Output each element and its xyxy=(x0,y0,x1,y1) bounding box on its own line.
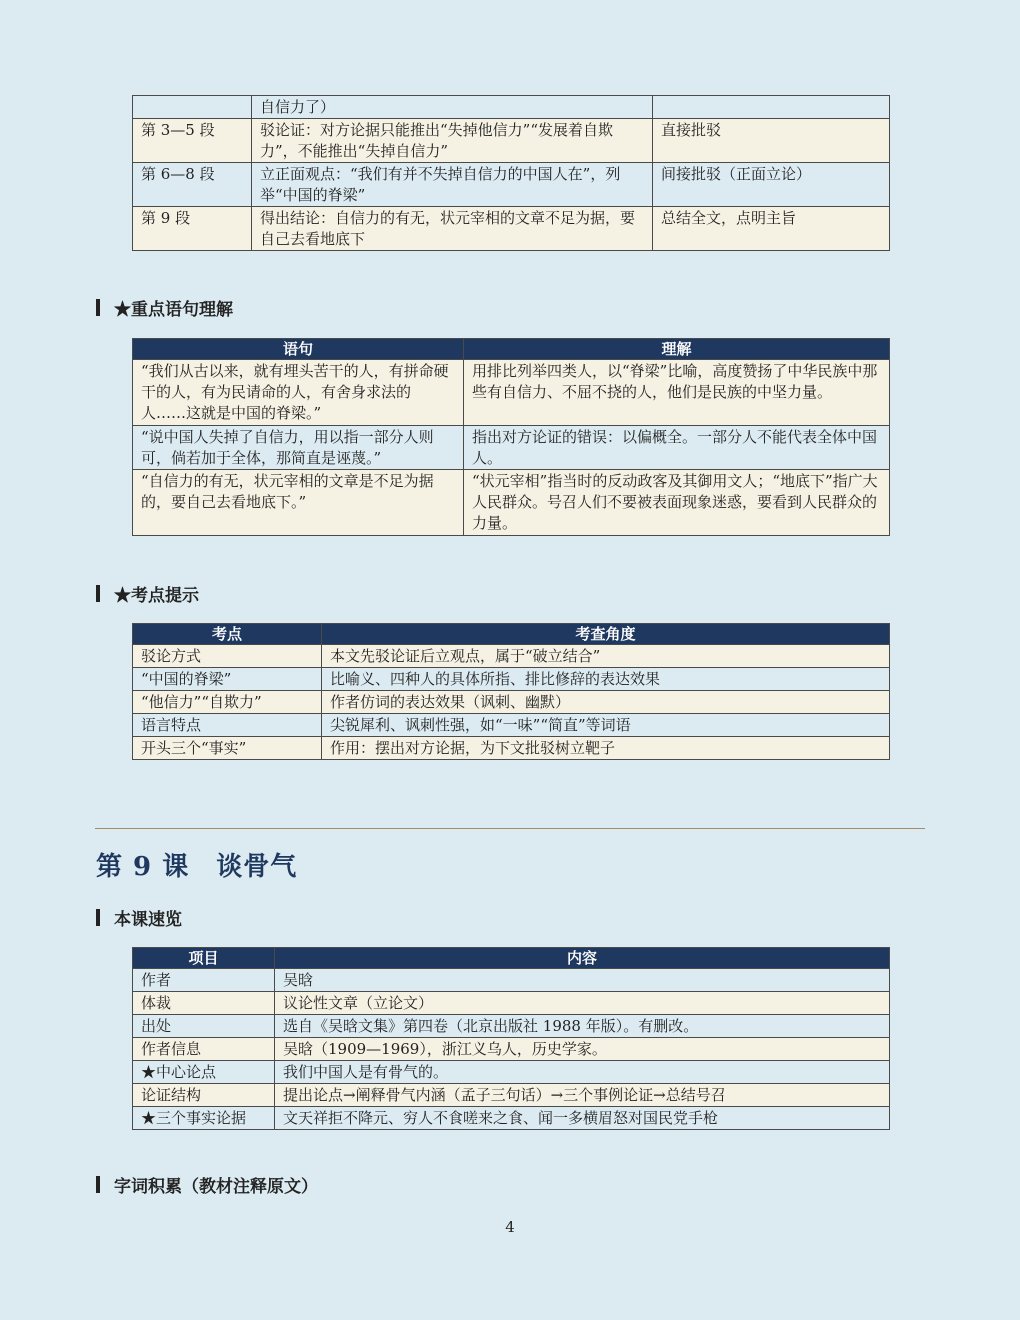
table-cell: 立正面观点：“我们有并不失掉自信力的中国人在”，列举“中国的脊梁” xyxy=(252,163,653,207)
table-cell: 吴晗（1909—1969），浙江义乌人，历史学家。 xyxy=(275,1038,890,1061)
table-cell: 总结全文，点明主旨 xyxy=(653,207,890,251)
section-divider xyxy=(95,828,925,829)
column-header: 考查角度 xyxy=(322,624,890,645)
table-cell: 作者 xyxy=(133,969,275,992)
table-row xyxy=(133,737,890,760)
table-header-row xyxy=(133,624,890,645)
table-row xyxy=(133,119,890,163)
table-cell: “状元宰相”指当时的反动政客及其御用文人；“地底下”指广大人民群众。号召人们不要被表面现象迷惑，要看到人民群众的力量。 xyxy=(464,470,890,536)
table-row xyxy=(133,426,890,470)
table-row xyxy=(133,1084,890,1107)
page-number: 4 xyxy=(505,1218,515,1236)
table-cell: ★中心论点 xyxy=(133,1061,275,1084)
overview-table xyxy=(132,947,890,1130)
table-cell: 驳论证：对方论据只能推出“失掉他信力”“发展着自欺力”，不能推出“失掉自信力” xyxy=(252,119,653,163)
table-cell: 提出论点→阐释骨气内涵（孟子三句话）→三个事例论证→总结号召 xyxy=(275,1084,890,1107)
table-row xyxy=(133,691,890,714)
table-row xyxy=(133,992,890,1015)
table-cell: 论证结构 xyxy=(133,1084,275,1107)
structure-table xyxy=(132,95,890,251)
heading-bar xyxy=(96,585,100,602)
section-heading-vocabulary xyxy=(96,1172,318,1197)
table-cell: 文天祥拒不降元、穷人不食嗟来之食、闻一多横眉怒对国民党手枪 xyxy=(275,1107,890,1130)
table-row xyxy=(133,1061,890,1084)
table-cell: 我们中国人是有骨气的。 xyxy=(275,1061,890,1084)
table-row xyxy=(133,969,890,992)
heading-text: ★考点提示 xyxy=(114,586,199,606)
table-cell: 第 3—5 段 xyxy=(133,119,252,163)
lesson-title: 第 9 课 谈骨气 xyxy=(96,852,298,882)
heading-text: 字词积累（教材注释原文） xyxy=(114,1177,318,1197)
table-cell: “我们从古以来，就有埋头苦干的人，有拼命硬干的人，有为民请命的人，有舍身求法的人……这就是中国的脊梁。” xyxy=(133,360,464,426)
table-cell: 体裁 xyxy=(133,992,275,1015)
table-cell: 作者信息 xyxy=(133,1038,275,1061)
heading-bar xyxy=(96,299,100,316)
table-cell: 选自《吴晗文集》第四卷（北京出版社 1988 年版）。有删改。 xyxy=(275,1015,890,1038)
exam-points-table xyxy=(132,623,890,760)
column-header: 内容 xyxy=(275,948,890,969)
table-row xyxy=(133,1038,890,1061)
table-cell: 驳论方式 xyxy=(133,645,322,668)
table-cell: 指出对方论证的错误：以偏概全。一部分人不能代表全体中国人。 xyxy=(464,426,890,470)
heading-bar xyxy=(96,1176,100,1193)
column-header: 项目 xyxy=(133,948,275,969)
column-header: 考点 xyxy=(133,624,322,645)
table-header-row xyxy=(133,339,890,360)
table-cell: “说中国人失掉了自信力，用以指一部分人则可，倘若加于全体，那简直是诬蔑。” xyxy=(133,426,464,470)
column-header: 语句 xyxy=(133,339,464,360)
heading-bar xyxy=(96,909,100,926)
table-row xyxy=(133,1107,890,1130)
heading-text: ★重点语句理解 xyxy=(114,300,233,320)
table-cell: 开头三个“事实” xyxy=(133,737,322,760)
table-row xyxy=(133,645,890,668)
table-cell: 本文先驳论证后立观点，属于“破立结合” xyxy=(322,645,890,668)
table-header-row xyxy=(133,948,890,969)
table-row xyxy=(133,207,890,251)
table-cell: 出处 xyxy=(133,1015,275,1038)
table-cell: “中国的脊梁” xyxy=(133,668,322,691)
table-cell: 作者仿词的表达效果（讽刺、幽默） xyxy=(322,691,890,714)
table-cell: 语言特点 xyxy=(133,714,322,737)
table-cell xyxy=(653,96,890,119)
table-cell: 得出结论：自信力的有无，状元宰相的文章不足为据，要自己去看地底下 xyxy=(252,207,653,251)
table-cell: ★三个事实论据 xyxy=(133,1107,275,1130)
key-sentences-table xyxy=(132,338,890,536)
table-row xyxy=(133,470,890,536)
table-cell: “他信力”“自欺力” xyxy=(133,691,322,714)
table-cell: 作用：摆出对方论据，为下文批驳树立靶子 xyxy=(322,737,890,760)
table-cell: “自信力的有无，状元宰相的文章是不足为据的，要自己去看地底下。” xyxy=(133,470,464,536)
table-row xyxy=(133,96,890,119)
section-heading-exam-points xyxy=(96,581,199,606)
table-cell: 比喻义、四种人的具体所指、排比修辞的表达效果 xyxy=(322,668,890,691)
table-row xyxy=(133,360,890,426)
table-cell: 自信力了） xyxy=(252,96,653,119)
table-cell xyxy=(133,96,252,119)
table-cell: 用排比列举四类人，以“脊梁”比喻，高度赞扬了中华民族中那些有自信力、不屈不挠的人，他们是民族的中坚力量。 xyxy=(464,360,890,426)
heading-text: 本课速览 xyxy=(114,910,182,930)
table-cell: 尖锐犀利、讽刺性强，如“一味”“简直”等词语 xyxy=(322,714,890,737)
table-cell: 第 6—8 段 xyxy=(133,163,252,207)
table-cell: 第 9 段 xyxy=(133,207,252,251)
table-cell: 议论性文章（立论文） xyxy=(275,992,890,1015)
table-cell: 直接批驳 xyxy=(653,119,890,163)
section-heading-overview xyxy=(96,905,182,930)
table-row xyxy=(133,714,890,737)
table-row xyxy=(133,1015,890,1038)
column-header: 理解 xyxy=(464,339,890,360)
table-cell: 吴晗 xyxy=(275,969,890,992)
table-row xyxy=(133,668,890,691)
section-heading-key-sentences xyxy=(96,295,233,320)
table-cell: 间接批驳（正面立论） xyxy=(653,163,890,207)
table-row xyxy=(133,163,890,207)
